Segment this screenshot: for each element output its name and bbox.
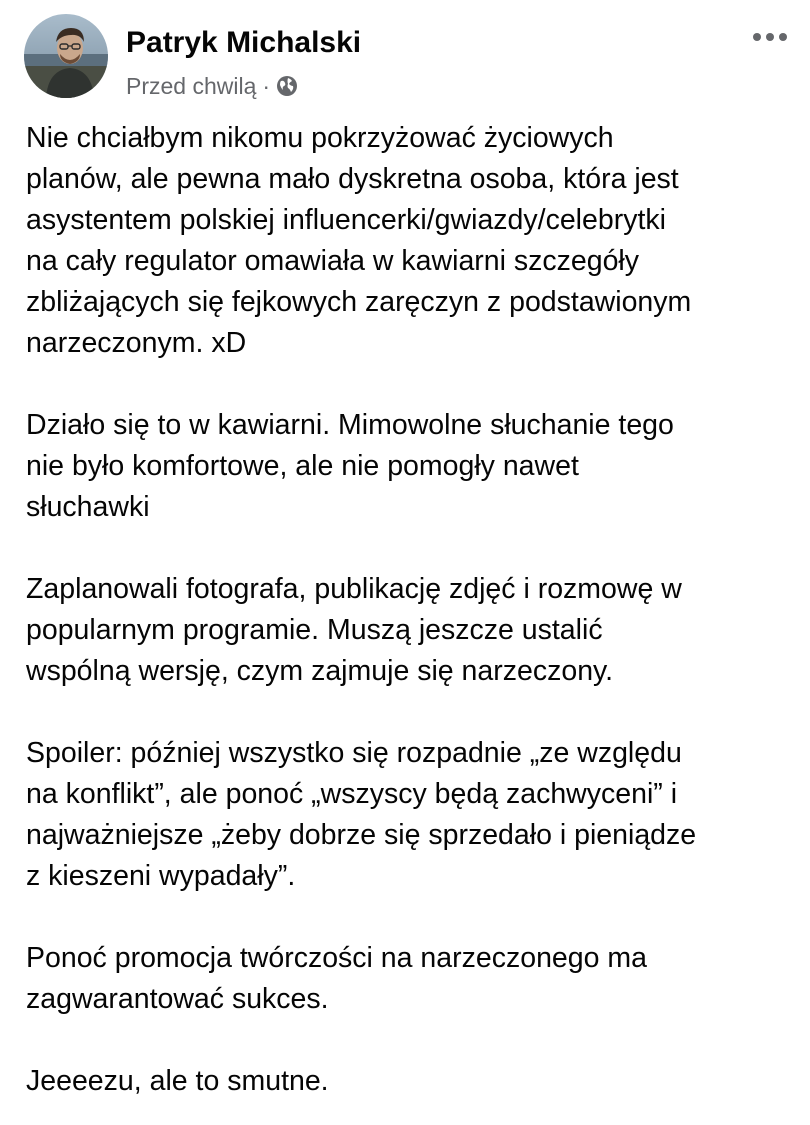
more-options-button[interactable] [748, 24, 792, 50]
author-name[interactable]: Patryk Michalski [126, 26, 362, 59]
post-paragraph: Spoiler: później wszystko się rozpadnie „ze względu na konflikt”, ale ponoć „wszyscy będą zachwyceni” i najważniejsze „żeby dobrze się sprzedało i pieniądze z kieszeni wypadały”. [26, 737, 697, 892]
author-avatar[interactable] [24, 14, 108, 98]
globe-icon[interactable] [276, 75, 298, 97]
post-body [26, 118, 796, 1102]
post-timestamp[interactable]: Przed chwilą [126, 72, 257, 99]
post-header [0, 0, 810, 110]
post-paragraph: Jeeeezu, ale to smutne. [26, 1065, 329, 1097]
meta-separator: · [262, 72, 271, 99]
post-paragraph: Zaplanowali fotografa, publikację zdjęć i rozmowę w popularnym programie. Muszą jeszcze ustalić wspólną wersję, czym zajmuje się narzeczony. [26, 573, 682, 687]
post-paragraph: Nie chciałbym nikomu pokrzyżować życiowych planów, ale pewna mało dyskretna osoba, która jest asystentem polskiej influencerki/gwiazdy/celebrytki na cały regulator omawiała w kawiarni szczegóły zbliżających się fejkowych zaręczyn z podstawionym narzeczonym. xD [26, 122, 692, 359]
post-paragraph: Ponoć promocja twórczości na narzeczonego ma zagwarantować sukces. [26, 942, 647, 1015]
profile-photo-icon [24, 14, 108, 98]
ellipsis-icon [752, 32, 788, 42]
post-meta [126, 72, 298, 100]
post-paragraph: Działo się to w kawiarni. Mimowolne słuchanie tego nie było komfortowe, ale nie pomogły nawet słuchawki [26, 409, 674, 523]
